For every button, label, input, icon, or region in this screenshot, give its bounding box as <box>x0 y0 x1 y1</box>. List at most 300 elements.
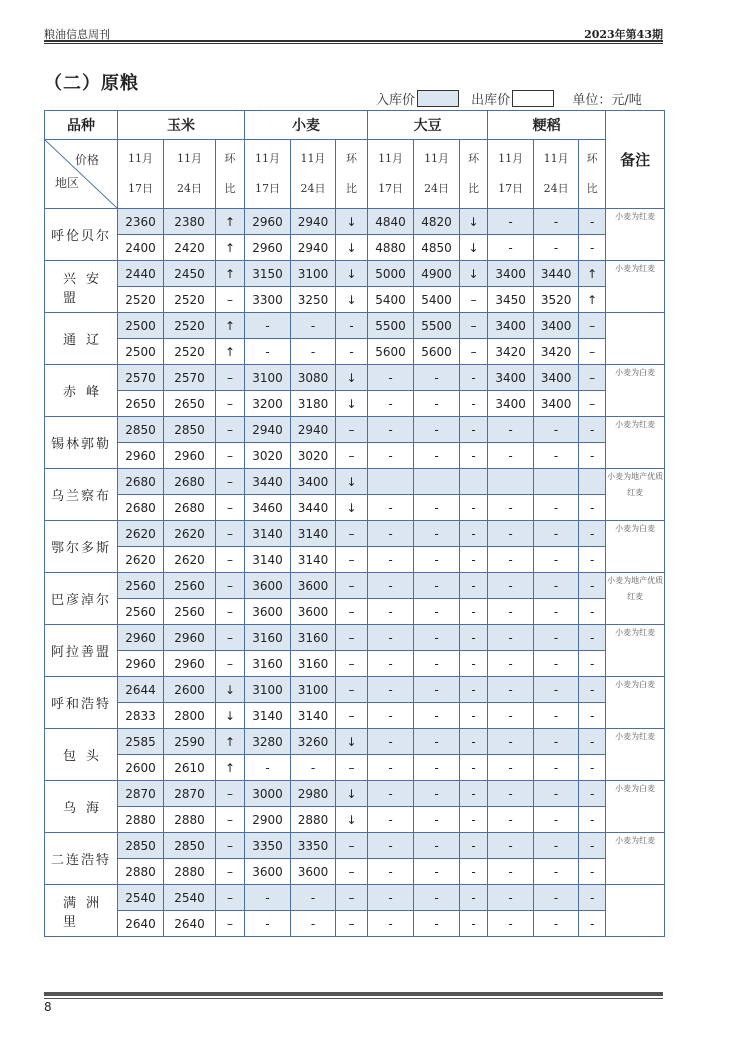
price-cell: 2560 <box>164 573 216 599</box>
journal-name: 粮油信息周刊 <box>44 28 110 41</box>
price-cell: - <box>534 781 579 807</box>
price-cell: 2870 <box>164 781 216 807</box>
price-cell: - <box>368 703 414 729</box>
price-cell: - <box>414 729 460 755</box>
price-cell: - <box>368 391 414 417</box>
corn-header: 玉米 <box>118 111 245 140</box>
soybean-header: 大豆 <box>368 111 488 140</box>
price-cell: 2640 <box>164 911 216 937</box>
change-cell: – <box>336 677 368 703</box>
out-price-row <box>45 703 665 729</box>
change-cell: – <box>216 911 245 937</box>
price-cell: 2850 <box>164 417 216 443</box>
change-cell: - <box>336 339 368 365</box>
change-cell: – <box>216 521 245 547</box>
change-cell: - <box>579 781 606 807</box>
price-cell: - <box>368 911 414 937</box>
price-cell: - <box>414 807 460 833</box>
change-cell: ↓ <box>336 209 368 235</box>
out-price-swatch <box>512 90 554 107</box>
change-cell: – <box>216 287 245 313</box>
price-cell: 3600 <box>291 599 336 625</box>
change-cell: – <box>460 313 488 339</box>
change-cell: - <box>460 365 488 391</box>
in-price-row <box>45 469 665 495</box>
price-cell: 2833 <box>118 703 164 729</box>
price-cell: - <box>245 755 291 781</box>
out-price-row <box>45 911 665 937</box>
price-cell: - <box>245 885 291 911</box>
price-cell: - <box>534 755 579 781</box>
price-cell: - <box>291 313 336 339</box>
price-cell: - <box>488 417 534 443</box>
note-cell: 小麦为红麦 <box>606 417 665 469</box>
price-cell: - <box>488 547 534 573</box>
change-cell: – <box>216 781 245 807</box>
rice-header: 粳稻 <box>488 111 606 140</box>
change-cell: – <box>216 443 245 469</box>
price-cell: 3600 <box>245 573 291 599</box>
price-cell: - <box>414 755 460 781</box>
price-cell: 3020 <box>245 443 291 469</box>
price-cell: - <box>414 547 460 573</box>
in-price-row <box>45 781 665 807</box>
change-cell: - <box>579 209 606 235</box>
price-cell: - <box>414 365 460 391</box>
change-cell: – <box>216 469 245 495</box>
price-cell: 2940 <box>291 417 336 443</box>
price-cell: 2590 <box>164 729 216 755</box>
out-price-row <box>45 235 665 261</box>
change-cell: – <box>216 391 245 417</box>
price-cell: 5400 <box>368 287 414 313</box>
price-cell: 2500 <box>118 313 164 339</box>
region-name: 呼和浩特 <box>45 677 118 729</box>
price-legend <box>376 89 642 107</box>
price-cell: - <box>534 703 579 729</box>
in-price-row <box>45 625 665 651</box>
price-cell: - <box>414 911 460 937</box>
change-cell: – <box>216 859 245 885</box>
price-cell: - <box>414 677 460 703</box>
price-cell <box>368 469 414 495</box>
region-name: 二连浩特 <box>45 833 118 885</box>
price-cell: - <box>368 365 414 391</box>
change-cell: ↑ <box>216 339 245 365</box>
price-cell: - <box>414 521 460 547</box>
price-cell: 3100 <box>245 365 291 391</box>
price-cell: 4900 <box>414 261 460 287</box>
price-cell: - <box>488 729 534 755</box>
price-cell: 2400 <box>118 235 164 261</box>
price-cell: - <box>414 651 460 677</box>
variety-header-row <box>45 111 665 140</box>
price-cell: 2960 <box>245 209 291 235</box>
price-cell: 3250 <box>291 287 336 313</box>
price-cell: 3280 <box>245 729 291 755</box>
change-cell <box>460 469 488 495</box>
change-cell: - <box>460 703 488 729</box>
change-cell: ↓ <box>216 703 245 729</box>
date-header: 11月 17日 <box>118 140 164 209</box>
note-cell: 小麦为白麦 <box>606 677 665 729</box>
change-cell: - <box>579 651 606 677</box>
price-cell: - <box>534 417 579 443</box>
change-cell <box>579 469 606 495</box>
price-cell: 3020 <box>291 443 336 469</box>
price-cell: 3400 <box>488 313 534 339</box>
issue-number: 2023年第43期 <box>584 28 663 41</box>
change-cell: - <box>579 599 606 625</box>
change-cell: - <box>579 703 606 729</box>
change-cell: ↑ <box>216 261 245 287</box>
price-cell: 2360 <box>118 209 164 235</box>
price-cell: - <box>414 859 460 885</box>
change-cell: – <box>336 885 368 911</box>
change-cell: - <box>336 313 368 339</box>
page-number: 8 <box>44 1000 52 1014</box>
price-cell: 3350 <box>291 833 336 859</box>
date-header: 11月 24日 <box>534 140 579 209</box>
price-cell: - <box>534 599 579 625</box>
price-cell: - <box>245 911 291 937</box>
change-cell: ↓ <box>336 807 368 833</box>
price-cell: 2570 <box>118 365 164 391</box>
price-cell: - <box>488 599 534 625</box>
change-cell: - <box>460 755 488 781</box>
price-cell: 2960 <box>164 625 216 651</box>
change-cell: - <box>579 911 606 937</box>
change-cell: – <box>336 521 368 547</box>
price-cell: 3600 <box>245 599 291 625</box>
price-cell: 2680 <box>164 495 216 521</box>
price-cell: 3180 <box>291 391 336 417</box>
price-cell: 2540 <box>164 885 216 911</box>
price-cell: 3440 <box>245 469 291 495</box>
running-header <box>44 22 663 40</box>
in-price-row <box>45 729 665 755</box>
price-cell: 3200 <box>245 391 291 417</box>
price-cell: 3160 <box>245 651 291 677</box>
price-cell: 2620 <box>118 521 164 547</box>
price-cell: 2440 <box>118 261 164 287</box>
in-price-row <box>45 521 665 547</box>
price-cell: - <box>534 807 579 833</box>
price-cell: - <box>414 495 460 521</box>
change-cell: – <box>460 339 488 365</box>
out-price-row <box>45 599 665 625</box>
price-cell: - <box>368 729 414 755</box>
change-cell: - <box>579 417 606 443</box>
price-cell: 2450 <box>164 261 216 287</box>
price-cell: - <box>488 521 534 547</box>
price-cell: 2620 <box>118 547 164 573</box>
price-cell: 2610 <box>164 755 216 781</box>
change-cell: – <box>336 573 368 599</box>
price-cell: 2850 <box>164 833 216 859</box>
price-cell: 2560 <box>118 599 164 625</box>
price-cell: - <box>488 573 534 599</box>
price-cell: 2650 <box>164 391 216 417</box>
price-cell: 3300 <box>245 287 291 313</box>
price-cell: - <box>534 495 579 521</box>
change-cell: - <box>579 625 606 651</box>
price-cell: 2620 <box>164 521 216 547</box>
change-cell: – <box>336 859 368 885</box>
price-cell: 2960 <box>118 443 164 469</box>
price-cell: - <box>414 417 460 443</box>
price-cell: 3350 <box>245 833 291 859</box>
in-price-row <box>45 833 665 859</box>
change-cell: – <box>216 599 245 625</box>
change-cell: - <box>460 495 488 521</box>
price-cell: 3100 <box>245 677 291 703</box>
in-price-label: 入库价 <box>376 93 416 108</box>
change-cell: – <box>336 703 368 729</box>
change-cell: ↓ <box>216 677 245 703</box>
date-header: 11月 24日 <box>291 140 336 209</box>
price-cell: - <box>534 209 579 235</box>
change-cell: – <box>460 287 488 313</box>
price-cell: 2640 <box>118 911 164 937</box>
price-cell: 2600 <box>164 677 216 703</box>
change-cell: - <box>579 677 606 703</box>
price-cell: 2870 <box>118 781 164 807</box>
out-price-row <box>45 755 665 781</box>
price-cell: 2880 <box>118 859 164 885</box>
change-cell: – <box>216 573 245 599</box>
change-cell: – <box>216 625 245 651</box>
region-name: 兴安盟 <box>45 261 118 313</box>
price-cell: - <box>368 625 414 651</box>
date-header: 11月 17日 <box>245 140 291 209</box>
out-price-row <box>45 495 665 521</box>
price-cell: 3100 <box>291 677 336 703</box>
price-cell: 3440 <box>534 261 579 287</box>
change-cell: - <box>460 859 488 885</box>
change-cell: ↓ <box>460 235 488 261</box>
change-cell: – <box>216 495 245 521</box>
change-cell: - <box>579 573 606 599</box>
price-cell: - <box>488 677 534 703</box>
change-cell: ↓ <box>336 365 368 391</box>
price-cell: 2520 <box>164 287 216 313</box>
price-cell: 2960 <box>164 651 216 677</box>
change-cell: - <box>460 729 488 755</box>
change-cell: ↓ <box>336 781 368 807</box>
change-cell: - <box>460 911 488 937</box>
price-cell: - <box>534 547 579 573</box>
price-cell: 3460 <box>245 495 291 521</box>
diag-region-label: 地区 <box>55 176 80 190</box>
grain-price-table <box>44 110 665 937</box>
change-cell: - <box>579 755 606 781</box>
price-cell: 3160 <box>245 625 291 651</box>
note-cell: 小麦为红麦 <box>606 833 665 885</box>
header-rule <box>44 40 663 44</box>
price-cell: - <box>291 339 336 365</box>
price-cell: 3450 <box>488 287 534 313</box>
price-cell: 3420 <box>488 339 534 365</box>
price-cell: 2960 <box>118 651 164 677</box>
change-cell: - <box>460 807 488 833</box>
price-cell: 3400 <box>488 365 534 391</box>
price-cell: 3600 <box>291 859 336 885</box>
price-cell: - <box>291 885 336 911</box>
price-cell: - <box>414 885 460 911</box>
price-cell: 2680 <box>164 469 216 495</box>
note-header: 备注 <box>606 111 665 209</box>
date-header: 11月 24日 <box>164 140 216 209</box>
price-cell: - <box>534 651 579 677</box>
price-cell: - <box>488 755 534 781</box>
change-cell: ↑ <box>216 729 245 755</box>
change-cell: - <box>460 573 488 599</box>
note-cell: 小麦为红麦 <box>606 625 665 677</box>
change-cell: - <box>460 391 488 417</box>
price-cell: - <box>488 703 534 729</box>
note-cell: 小麦为红麦 <box>606 261 665 313</box>
change-cell: - <box>460 625 488 651</box>
price-cell: - <box>534 885 579 911</box>
change-cell: – <box>336 651 368 677</box>
out-price-row <box>45 859 665 885</box>
change-cell: - <box>460 417 488 443</box>
change-cell: – <box>336 755 368 781</box>
region-name: 乌海 <box>45 781 118 833</box>
out-price-row <box>45 547 665 573</box>
price-cell: - <box>534 677 579 703</box>
price-cell: 2980 <box>291 781 336 807</box>
price-cell: 2960 <box>245 235 291 261</box>
price-cell: 2380 <box>164 209 216 235</box>
price-cell: - <box>368 417 414 443</box>
price-cell: 2940 <box>291 209 336 235</box>
in-price-row <box>45 261 665 287</box>
date-header: 11月 17日 <box>368 140 414 209</box>
diagonal-header-cell <box>45 140 118 209</box>
unit-label: 单位：元/吨 <box>572 93 642 108</box>
change-cell: – <box>336 417 368 443</box>
out-price-row <box>45 391 665 417</box>
change-cell: ↓ <box>336 287 368 313</box>
change-cell: – <box>216 651 245 677</box>
price-cell: 3600 <box>245 859 291 885</box>
price-cell: 3260 <box>291 729 336 755</box>
change-header: 环 比 <box>336 140 368 209</box>
price-cell: 3400 <box>534 365 579 391</box>
price-cell: - <box>488 781 534 807</box>
change-cell: ↓ <box>336 469 368 495</box>
price-cell: - <box>488 807 534 833</box>
price-cell: 2880 <box>164 807 216 833</box>
change-cell: - <box>460 885 488 911</box>
price-cell: - <box>534 911 579 937</box>
note-cell: 小麦为白麦 <box>606 365 665 417</box>
price-cell: 4820 <box>414 209 460 235</box>
price-cell: 2420 <box>164 235 216 261</box>
change-cell: ↓ <box>336 495 368 521</box>
change-cell: - <box>460 677 488 703</box>
change-cell: - <box>460 599 488 625</box>
price-cell: 5500 <box>368 313 414 339</box>
price-cell: - <box>414 573 460 599</box>
price-cell: 2940 <box>291 235 336 261</box>
price-cell: 2520 <box>164 313 216 339</box>
price-cell: - <box>414 443 460 469</box>
note-cell: 小麦为红麦 <box>606 729 665 781</box>
price-cell: 3140 <box>291 521 336 547</box>
price-cell: - <box>414 625 460 651</box>
price-cell: - <box>488 235 534 261</box>
price-cell: - <box>488 495 534 521</box>
change-cell: - <box>460 651 488 677</box>
price-cell: 2940 <box>245 417 291 443</box>
price-cell <box>414 469 460 495</box>
price-cell: 2560 <box>118 573 164 599</box>
price-cell: - <box>368 651 414 677</box>
price-cell: 3140 <box>245 547 291 573</box>
change-cell: ↓ <box>460 261 488 287</box>
price-cell: 2880 <box>118 807 164 833</box>
change-cell: - <box>460 833 488 859</box>
price-cell: - <box>291 911 336 937</box>
change-cell: - <box>579 547 606 573</box>
price-cell: 3140 <box>245 703 291 729</box>
price-cell: - <box>488 625 534 651</box>
price-cell: - <box>414 391 460 417</box>
price-cell: - <box>488 833 534 859</box>
price-cell: 3400 <box>534 313 579 339</box>
price-cell: - <box>488 209 534 235</box>
price-cell: 2680 <box>118 469 164 495</box>
change-header: 环 比 <box>460 140 488 209</box>
price-cell: 5500 <box>414 313 460 339</box>
price-cell: - <box>488 911 534 937</box>
change-cell: - <box>579 833 606 859</box>
price-cell: 2960 <box>164 443 216 469</box>
price-cell: 2540 <box>118 885 164 911</box>
price-cell: 2520 <box>118 287 164 313</box>
price-cell: - <box>534 235 579 261</box>
change-cell: – <box>336 911 368 937</box>
price-cell: - <box>534 833 579 859</box>
price-cell: - <box>368 547 414 573</box>
change-cell: – <box>216 547 245 573</box>
price-cell: 5400 <box>414 287 460 313</box>
price-cell: - <box>368 833 414 859</box>
in-price-row <box>45 677 665 703</box>
in-price-row <box>45 365 665 391</box>
price-cell: 2960 <box>118 625 164 651</box>
price-cell: - <box>534 573 579 599</box>
change-header: 环 比 <box>579 140 606 209</box>
date-header: 11月 24日 <box>414 140 460 209</box>
price-cell: - <box>414 833 460 859</box>
price-cell: 4880 <box>368 235 414 261</box>
price-cell: - <box>245 313 291 339</box>
price-cell: 2644 <box>118 677 164 703</box>
note-cell <box>606 885 665 937</box>
price-cell: 3160 <box>291 625 336 651</box>
region-name: 乌兰察布 <box>45 469 118 521</box>
region-name: 呼伦贝尔 <box>45 209 118 261</box>
out-price-row <box>45 651 665 677</box>
wheat-header: 小麦 <box>245 111 368 140</box>
region-name: 锡林郭勒 <box>45 417 118 469</box>
change-cell: – <box>579 313 606 339</box>
in-price-swatch <box>417 90 459 107</box>
